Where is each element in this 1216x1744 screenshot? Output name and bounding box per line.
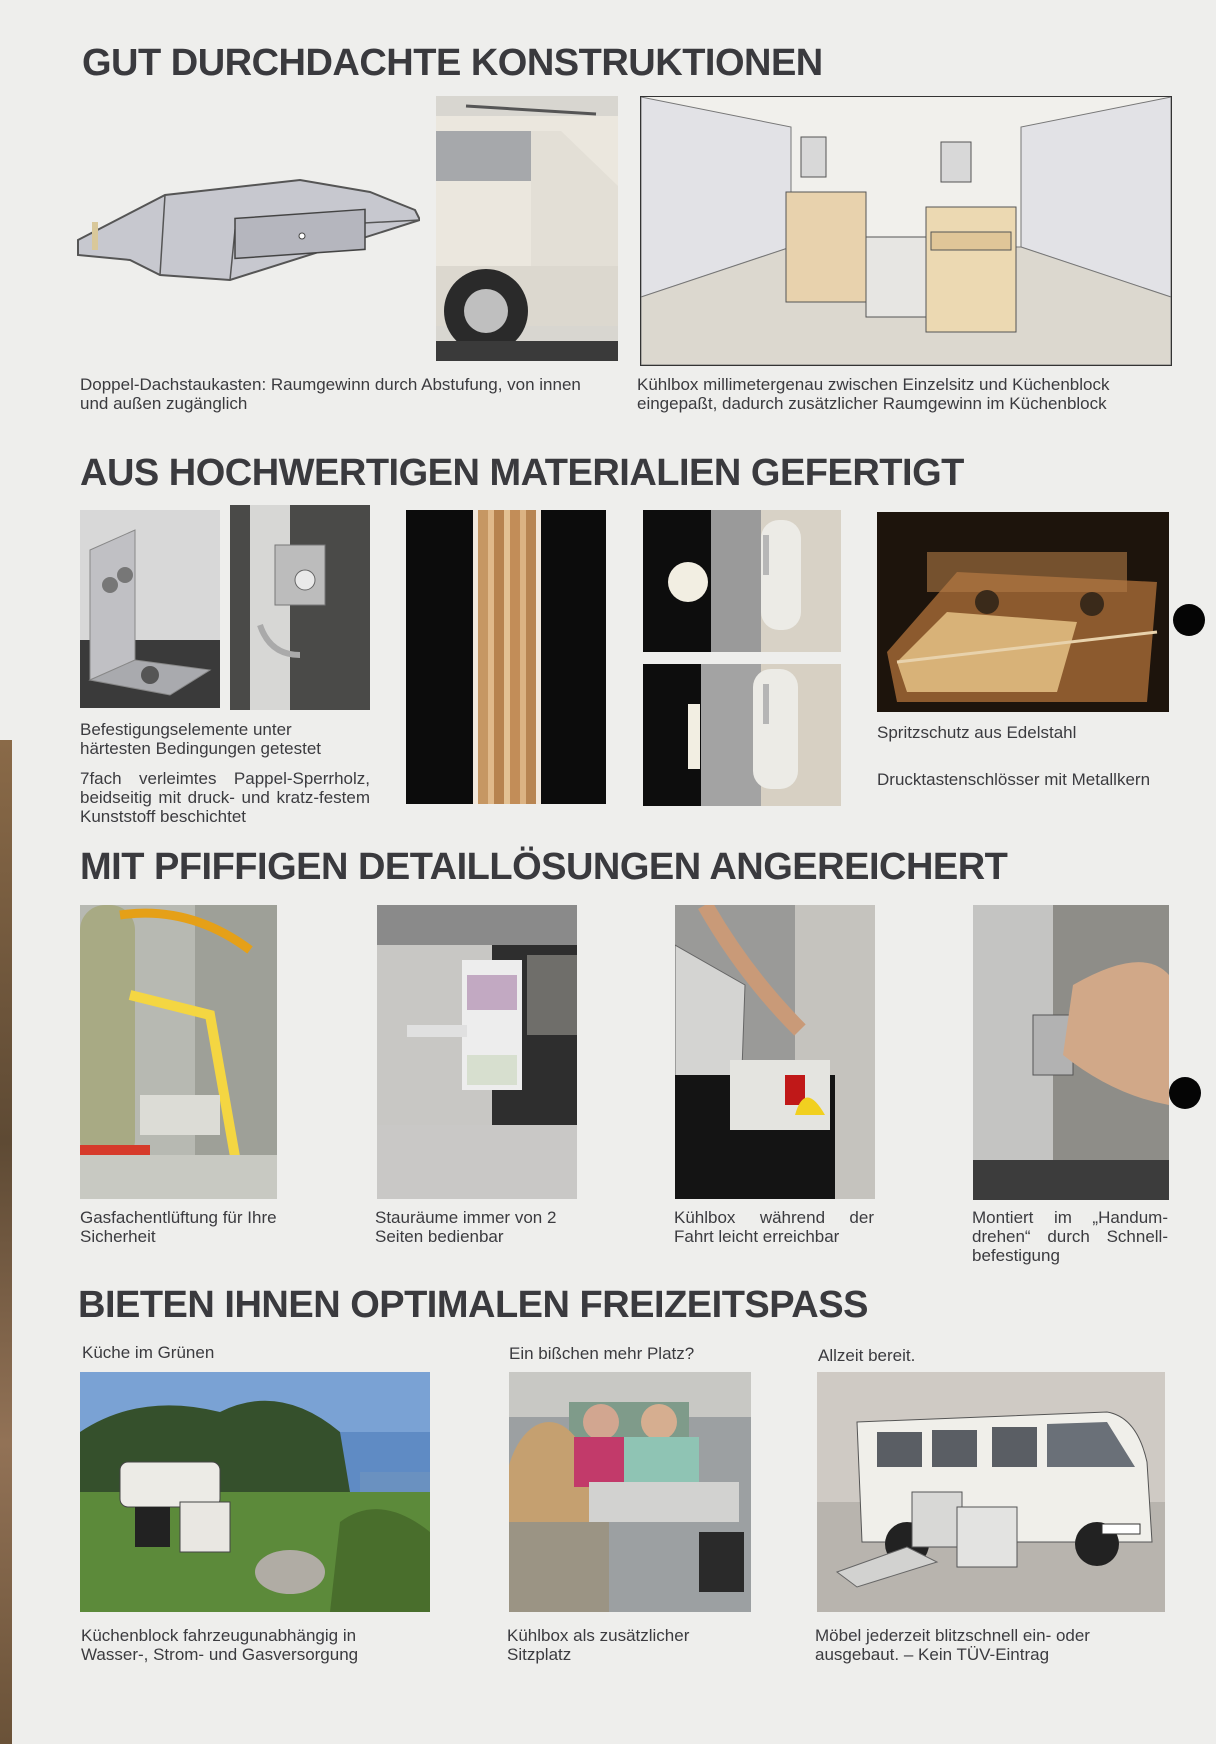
caption-stainless: Spritzschutz aus Edelstahl <box>877 723 1077 742</box>
subheading-kitchen-outdoors: Küche im Grünen <box>82 1343 215 1362</box>
interior-sketch-fridge <box>640 96 1172 366</box>
caption-fridge-reach: Kühlbox während der Fahrt leicht erreichbar <box>674 1208 874 1246</box>
punch-hole <box>1173 604 1205 636</box>
caption-locks: Drucktastenschlösser mit Metallkern <box>877 770 1151 789</box>
van-roof-box-photo <box>436 96 618 361</box>
caption-fridge-fit: Kühlbox millimetergenau zwischen Einzelsitz und Küchenblock eingepaßt, dadurch zusätzlicher Raumgewinn im Küchenblock <box>637 375 1110 413</box>
caption-plywood: 7fach verleimtes Pappel-Sperrholz, beidseitig mit druck- und kratz-festem Kunststoff beschichtet <box>80 769 370 826</box>
quick-mount-photo <box>973 905 1169 1200</box>
subheading-always-ready: Allzeit bereit. <box>818 1346 916 1365</box>
roof-storage-box-drawing <box>70 170 420 290</box>
caption-furniture-removable: Möbel jederzeit blitzschnell ein- oder ausgebaut. – Kein TÜV-Eintrag <box>815 1626 1090 1664</box>
section-title-details: MIT PFIFFIGEN DETAILLÖSUNGEN ANGEREICHERT <box>80 846 1008 888</box>
caption-quick-mount: Montiert im „Handum-drehen“ durch Schnell-befestigung <box>972 1208 1168 1265</box>
section-title-constructions: GUT DURCHDACHTE KONSTRUKTIONEN <box>82 42 823 84</box>
stainless-steel-splash-guard-photo <box>877 512 1169 712</box>
section-title-leisure: BIETEN IHNEN OPTIMALEN FREIZEITSPASS <box>78 1284 868 1326</box>
fridge-access-photo <box>675 905 875 1199</box>
caption-roof-box: Doppel-Dachstaukasten: Raumgewinn durch Abstufung, von innen und außen zugänglich <box>80 375 581 413</box>
caption-fridge-seat: Kühlbox als zusätzlicher Sitzplatz <box>507 1626 690 1664</box>
caption-gas-vent: Gasfachentlüftung für Ihre Sicherheit <box>80 1208 277 1246</box>
caption-fasteners: Befestigungselemente unter härtesten Bedingungen getestet <box>80 720 322 758</box>
page-edge-strip <box>0 740 12 1744</box>
storage-shelves-photo <box>377 905 577 1199</box>
angle-bracket-photo <box>80 510 220 708</box>
hinge-bracket-photo <box>230 505 370 710</box>
push-button-lock-photo-1 <box>643 510 841 652</box>
section-title-materials: AUS HOCHWERTIGEN MATERIALIEN GEFERTIGT <box>80 452 964 494</box>
caption-storage: Stauräume immer von 2 Seiten bedienbar <box>375 1208 557 1246</box>
caption-kitchen-independent: Küchenblock fahrzeugunabhängig in Wasser-, Strom- und Gasversorgung <box>81 1626 359 1664</box>
outdoor-kitchen-photo <box>80 1372 430 1612</box>
punch-hole <box>1169 1077 1201 1109</box>
push-button-lock-photo-2 <box>643 664 841 806</box>
van-with-removed-furniture-photo <box>817 1372 1165 1612</box>
plywood-cross-section-photo <box>406 510 606 804</box>
subheading-more-space: Ein bißchen mehr Platz? <box>509 1344 695 1363</box>
fridge-as-seat-photo <box>509 1372 751 1612</box>
gas-bottle-photo <box>80 905 277 1199</box>
